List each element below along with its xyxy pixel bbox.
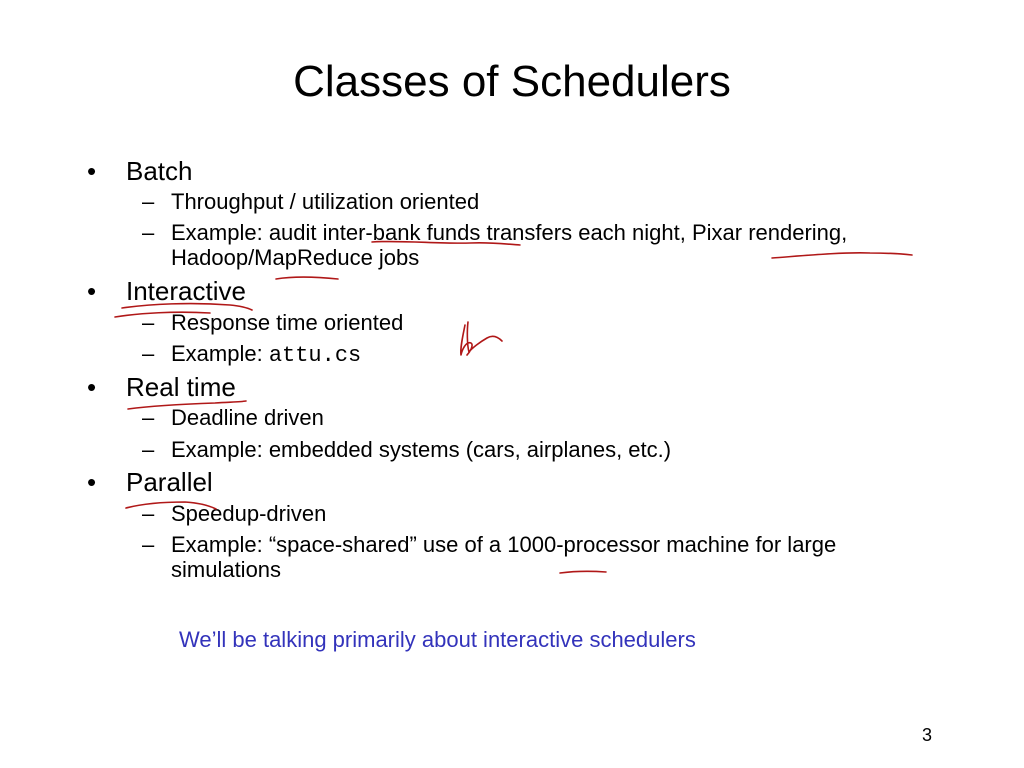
dash-marker: – — [142, 437, 155, 462]
page-number: 3 — [922, 725, 933, 745]
bullet-batch: Batch — [126, 156, 193, 186]
sub-item-interactive-example — [171, 341, 361, 369]
sub-item-response-time: Response time oriented — [171, 310, 404, 335]
bullet-parallel: Parallel — [126, 467, 213, 497]
sub-item-parallel-example: Example: “space-shared” use of a 1000-processor machine for large — [171, 532, 837, 557]
sub-item-speedup: Speedup-driven — [171, 501, 327, 526]
bullet-marker: • — [87, 156, 97, 186]
dash-marker: – — [142, 532, 155, 557]
dash-marker: – — [142, 189, 155, 214]
bullet-marker: • — [87, 276, 97, 306]
sub-item-realtime-example: Example: embedded systems (cars, airplanes, etc.) — [171, 437, 672, 462]
dash-marker: – — [142, 310, 155, 335]
example-label: Example: — [171, 341, 269, 366]
slide-title: Classes of Schedulers — [293, 57, 731, 106]
sub-item-parallel-example-cont: simulations — [171, 557, 282, 582]
bullet-marker: • — [87, 372, 97, 402]
bullet-interactive: Interactive — [126, 276, 246, 306]
dash-marker: – — [142, 341, 155, 366]
dash-marker: – — [142, 405, 155, 430]
sub-item-throughput: Throughput / utilization oriented — [171, 189, 480, 214]
bullet-marker: • — [87, 467, 97, 497]
sub-item-batch-example-cont: Hadoop/MapReduce jobs — [171, 245, 420, 270]
dash-marker: – — [142, 501, 155, 526]
footer-note: We’ll be talking primarily about interactive schedulers — [179, 627, 696, 652]
dash-marker: – — [142, 220, 155, 245]
bullet-real-time: Real time — [126, 372, 236, 402]
sub-item-batch-example: Example: audit inter-bank funds transfers each night, Pixar rendering, — [171, 220, 848, 245]
example-code: attu.cs — [268, 343, 362, 368]
sub-item-deadline: Deadline driven — [171, 405, 324, 430]
